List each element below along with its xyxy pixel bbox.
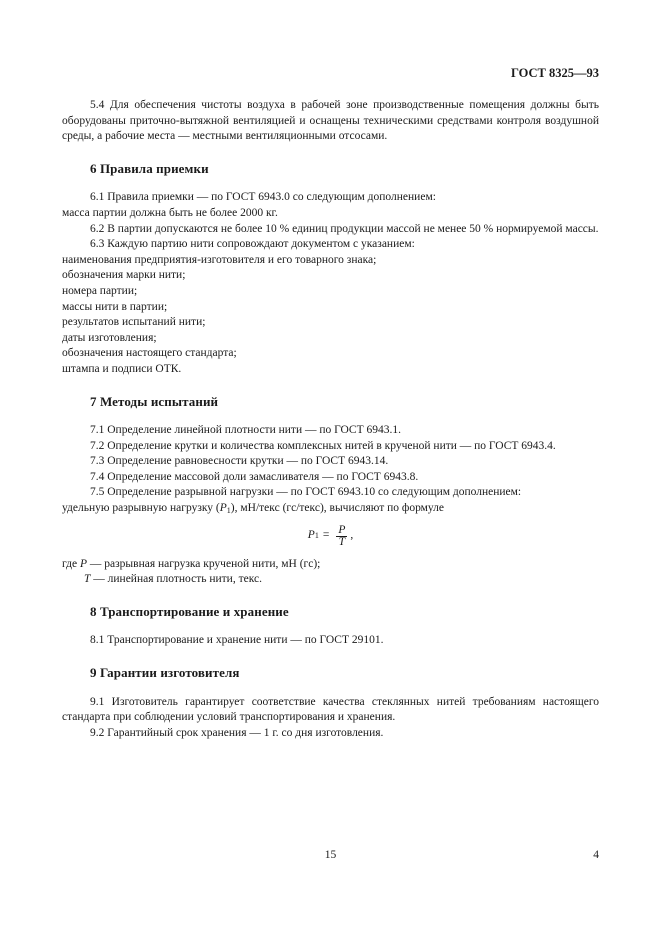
paragraph-6-2: 6.2 В партии допускаются не более 10 % единиц продукции массой не менее 50 % нормируемой массы. xyxy=(90,222,599,235)
where-text: — разрывная нагрузка крученой нити, мН (гс); xyxy=(87,557,321,570)
where-line-1 xyxy=(62,557,599,573)
formula-intro-text-end: ), мН/текс (гс/текс), вычисляют по формуле xyxy=(230,502,445,515)
formula-lhs-subscript: 1 xyxy=(314,531,319,541)
paragraph-8-1: 8.1 Транспортирование и хранение нити — по ГОСТ 29101. xyxy=(90,634,384,647)
formula-fraction xyxy=(336,525,347,548)
section-7-title: 7 Методы испытаний xyxy=(90,393,219,409)
section-8-title: 8 Транспортирование и хранение xyxy=(90,603,289,619)
formula-comma: , xyxy=(350,529,354,542)
list-item: даты изготовления; xyxy=(62,331,157,344)
paragraph-7-1: 7.1 Определение линейной плотности нити — по ГОСТ 6943.1. xyxy=(90,424,401,437)
formula-intro-symbol: P xyxy=(219,502,227,515)
paragraph-5-4: 5.4 Для обеспечения чистоты воздуха в рабочей зоне производственные помещения должны быть оборудованы приточно-вытяжной вентиляцией и оснащены техническими средствами контроля воздушной среды, а рабочие места — местными вентиляционными отсосами. xyxy=(62,99,599,143)
paragraph-6-3: 6.3 Каждую партию нити сопровождают документом с указанием: xyxy=(90,238,415,251)
list-item: обозначения настоящего стандарта; xyxy=(62,347,237,360)
list-item: массы нити в партии; xyxy=(62,300,168,313)
where-symbol: P xyxy=(79,557,88,570)
paragraph-6-1: 6.1 Правила приемки — по ГОСТ 6943.0 со следующим дополнением: xyxy=(90,191,436,204)
list-item: обозначения марки нити; xyxy=(62,269,186,282)
where-prefix: где xyxy=(62,557,80,570)
document-code: ГОСТ 8325—93 xyxy=(510,66,599,80)
paragraph-7-2: 7.2 Определение крутки и количества комплексных нитей в крученой нити — по ГОСТ 6943.4. xyxy=(90,439,556,452)
formula-denominator: T xyxy=(338,535,346,548)
paragraph-9-1: 9.1 Изготовитель гарантирует соответствие качества стеклянных нитей требованиям настоящего стандарта при соблюдении условий транспортирования и хранения. xyxy=(62,695,599,724)
formula-intro xyxy=(62,501,599,519)
formula-equals: = xyxy=(322,529,330,542)
list-item: номера партии; xyxy=(62,284,138,297)
formula xyxy=(62,525,599,551)
list-item: результатов испытаний нити; xyxy=(62,316,206,329)
paragraph-7-5: 7.5 Определение разрывной нагрузки — по ГОСТ 6943.10 со следующим дополнением: xyxy=(90,486,522,499)
formula-lhs: P xyxy=(307,529,315,542)
paragraph-6-1-line2: масса партии должна быть не более 2000 кг. xyxy=(62,206,278,219)
where-text: — линейная плотность нити, текс. xyxy=(90,573,262,586)
list-item: штампа и подписи ОТК. xyxy=(62,362,182,375)
formula-intro-text: удельную разрывную нагрузку ( xyxy=(62,502,220,515)
where-line-2 xyxy=(62,572,599,588)
paragraph-9-2: 9.2 Гарантийный срок хранения — 1 г. со дня изготовления. xyxy=(90,726,384,739)
where-symbol: T xyxy=(84,573,91,586)
page-number-center: 15 xyxy=(324,849,337,861)
page-number-right: 4 xyxy=(593,849,599,861)
section-6-title: 6 Правила приемки xyxy=(90,160,209,176)
paragraph-7-3: 7.3 Определение равновесности крутки — по ГОСТ 6943.14. xyxy=(90,455,389,468)
section-9-title: 9 Гарантии изготовителя xyxy=(90,665,240,681)
formula-numerator: P xyxy=(338,523,346,536)
list-item: наименования предприятия-изготовителя и его товарного знака; xyxy=(62,253,377,266)
paragraph-7-4: 7.4 Определение массовой доли замасливателя — по ГОСТ 6943.8. xyxy=(90,470,419,483)
formula-intro-subscript: 1 xyxy=(226,506,231,516)
page-content xyxy=(62,98,599,741)
